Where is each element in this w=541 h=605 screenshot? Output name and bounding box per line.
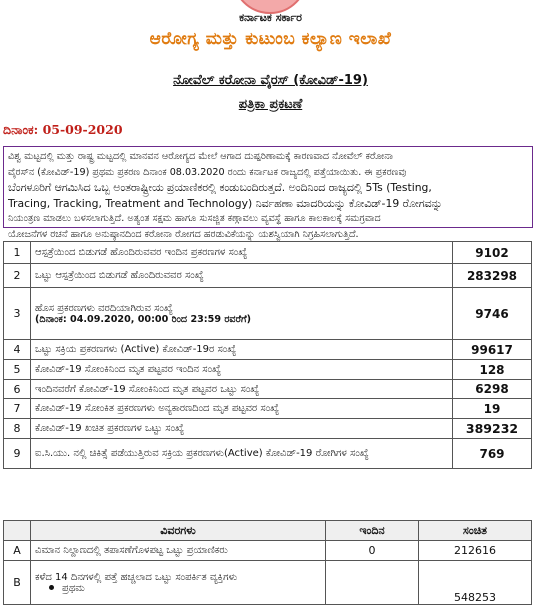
row-label: ಒಟ್ಟು ಸಕ್ರಿಯ ಪ್ರಕರಣಗಳು (Active) ಕೋವಿಡ್-19ರ ಸಂಖ್ಯೆ [31, 340, 453, 360]
row-value: 9102 [453, 242, 532, 264]
government-name: ಕರ್ನಾಟಕ ಸರ್ಕಾರ [239, 11, 302, 24]
row-label: ಐ.ಸಿ.ಯು. ನಲ್ಲಿ ಚಿಕಿತ್ಸೆ ಪಡೆಯುತ್ತಿರುವ ಸಕ್ರಿಯ ಪ್ರಕರಣಗಳು(Active) ಕೋವಿಡ್-19 ರೋಗಿಗಳ ಸಂಖ್ಯೆ [31, 439, 453, 469]
intro-paragraph [3, 146, 533, 240]
covid-stats-table [3, 241, 532, 469]
table-row [4, 399, 532, 419]
row-label: ವಿಮಾನ ನಿಲ್ದಾಣದಲ್ಲಿ ತಪಾಸಣೆಗೊಳಪಟ್ಟ ಒಟ್ಟು ಪ್ರಯಾಣಿಕರು [31, 541, 326, 561]
row-number: 2 [4, 264, 31, 288]
header-details: ವಿವರಗಳು [31, 521, 326, 541]
table-row [4, 541, 532, 561]
row-today [326, 561, 419, 605]
row-cumulative: 212616 [419, 541, 532, 561]
row-today: 0 [326, 541, 419, 561]
row-label-cell [31, 288, 453, 340]
row-value: 128 [453, 360, 532, 380]
row-number: 7 [4, 399, 31, 419]
row-label: ಇಂದಿನವರೆಗೆ ಕೋವಿಡ್-19 ಸೋಂಕಿನಿಂದ ಮೃತ ಪಟ್ಟವರ ಒಟ್ಟು ಸಂಖ್ಯೆ [31, 380, 453, 399]
row-number: 5 [4, 360, 31, 380]
row-number: 3 [4, 288, 31, 340]
row-value: 6298 [453, 380, 532, 399]
bullet-item [35, 583, 321, 594]
details-table [3, 520, 532, 605]
intro-line: ವೈರಸ್‌ನ (ಕೋವಿಡ್-19) ಪ್ರಥಮ ಪ್ರಕರಣ ದಿನಾಂಕ 08.03.2020 ರಂದು ಕರ್ನಾಟಕ ರಾಜ್ಯದಲ್ಲಿ ಪತ್ತೆಯಾಯಿತು. ಈ ಪ್ರಕರಣವು [8, 166, 407, 178]
header-blank [4, 521, 31, 541]
press-release-heading: ಪತ್ರಿಕಾ ಪ್ರಕಟಣೆ [238, 97, 303, 112]
subject-heading: ನೋವೆಲ್ ಕರೋನಾ ವೈರಸ್ (ಕೋವಿಡ್-19) [173, 73, 368, 88]
table-row [4, 264, 532, 288]
intro-line: Tracing, Tracking, Treatment and Technology) ನಿರ್ವಹಣಾ ಮಾದರಿಯನ್ನು ಕೋವಿಡ್-19 ರೋಗವನ್ನು [8, 196, 443, 210]
intro-line: ನಿಯಂತ್ರಣ ಮಾಡಲು ಬಳಸಲಾಗುತ್ತಿದೆ. ಅತ್ಯಂತ ಸಕ್ಷಮ ಹಾಗೂ ಸುಸಜ್ಜಿತ ಕಣ್ಗಾವಲು ವ್ಯವಸ್ಥೆ ಹಾಗೂ ಕಾಲಕಾಲಕ್ಕೆ ಸಮಗ್ರವಾದ [8, 213, 381, 224]
row-value: 9746 [453, 288, 532, 340]
header-today: ಇಂದಿನ [326, 521, 419, 541]
table-row [4, 419, 532, 439]
table-row [4, 242, 532, 264]
row-number: 9 [4, 439, 31, 469]
row-value: 19 [453, 399, 532, 419]
row-label: ಒಟ್ಟು ಆಸ್ಪತ್ರೆಯಿಂದ ಬಿಡುಗಡೆ ಹೊಂದಿರುವವರ ಸಂಖ್ಯೆ [31, 264, 453, 288]
row-label: ಕೋವಿಡ್-19 ಸೋಂಕಿತ ಪ್ರಕರಣಗಳು ಅನ್ಯಕಾರಣದಿಂದ ಮೃತ ಪಟ್ಟವರ ಸಂಖ್ಯೆ [31, 399, 453, 419]
department-title: ಆರೋಗ್ಯ ಮತ್ತು ಕುಟುಂಬ ಕಲ್ಯಾಣ ಇಲಾಖೆ [149, 29, 392, 49]
row-label: ಕೋವಿಡ್-19 ಖಚಿತ ಪ್ರಕರಣಗಳ ಒಟ್ಟು ಸಂಖ್ಯೆ [31, 419, 453, 439]
intro-line: ಯೋಜನೆಗಳ ರಚನೆ ಹಾಗೂ ಅನುಷ್ಠಾನದಿಂದ ಕರೋನಾ ರೋಗದ ಹರಡುವಿಕೆಯನ್ನು ಯಶಸ್ವಿಯಾಗಿ ನಿಗ್ರಹಿಸಲಾಗುತ್ತಿದೆ. [8, 228, 359, 240]
row-value: 769 [453, 439, 532, 469]
table-row [4, 439, 532, 469]
release-date: ದಿನಾಂಕ: 05-09-2020 [3, 122, 123, 137]
row-letter: A [4, 541, 31, 561]
row-label: ಕಳೆದ 14 ದಿನಗಳಲ್ಲಿ ಪತ್ತೆ ಹಚ್ಚಲಾದ ಒಟ್ಟು ಸಂಪರ್ಕಿತ ವ್ಯಕ್ತಿಗಳು [35, 571, 238, 583]
row-label-cell [31, 561, 326, 605]
table-row [4, 561, 532, 605]
header-cumulative: ಸಂಚಿತ [419, 521, 532, 541]
row-label: ಹೊಸ ಪ್ರಕರಣಗಳು ವರದಿಯಾಗಿರುವ ಸಂಖ್ಯೆ [35, 302, 173, 314]
intro-line: ವಿಶ್ವ ಮಟ್ಟದಲ್ಲಿ ಮತ್ತು ರಾಷ್ಟ್ರ ಮಟ್ಟದಲ್ಲಿ ಮಾನವನ ಆರೋಗ್ಯದ ಮೇಲೆ ಆಗಾದ ದುಷ್ಪರಿಣಾಮಕ್ಕೆ ಕಾರಣವಾದ ನೋವೆಲ್ ಕರೋನಾ [8, 151, 394, 162]
row-label: ಕೋವಿಡ್-19 ಸೋಂಕಿನಿಂದ ಮೃತ ಪಟ್ಟವರ ಇಂದಿನ ಸಂಖ್ಯೆ [31, 360, 453, 380]
table-row [4, 288, 532, 340]
table-row [4, 360, 532, 380]
row-label: ಆಸ್ಪತ್ರೆಯಿಂದ ಬಿಡುಗಡೆ ಹೊಂದಿರುವವರ ಇಂದಿನ ಪ್ರಕರಣಗಳ ಸಂಖ್ಯೆ [31, 242, 453, 264]
row-value: 389232 [453, 419, 532, 439]
bullet-label: ಪ್ರಥಮ [62, 582, 85, 594]
table-row [4, 380, 532, 399]
row-value: 99617 [453, 340, 532, 360]
row-number: 1 [4, 242, 31, 264]
intro-line: ಬೆಂಗಳೂರಿಗೆ ಆಗಮಿಸಿದ ಒಬ್ಬ ಅಂತರಾಷ್ಟ್ರೀಯ ಪ್ರಯಾಣಿಕರಲ್ಲಿ ಕಂಡುಬಂದಿರುತ್ತದೆ. ಅಂದಿನಿಂದ ರಾಜ್ಯದಲ್ಲಿ 5Ts (Testing, [8, 181, 432, 194]
row-sublabel: (ದಿನಾಂಕ: 04.09.2020, 00:00 ರಿಂದ 23:59 ರವರೆಗೆ) [35, 313, 251, 325]
table-header-row [4, 521, 532, 541]
row-number: 8 [4, 419, 31, 439]
table-row [4, 340, 532, 360]
row-cumulative: 548253 [419, 561, 532, 605]
row-value: 283298 [453, 264, 532, 288]
row-number: 6 [4, 380, 31, 399]
row-number: 4 [4, 340, 31, 360]
bullet-icon [49, 585, 54, 590]
row-letter: B [4, 561, 31, 605]
